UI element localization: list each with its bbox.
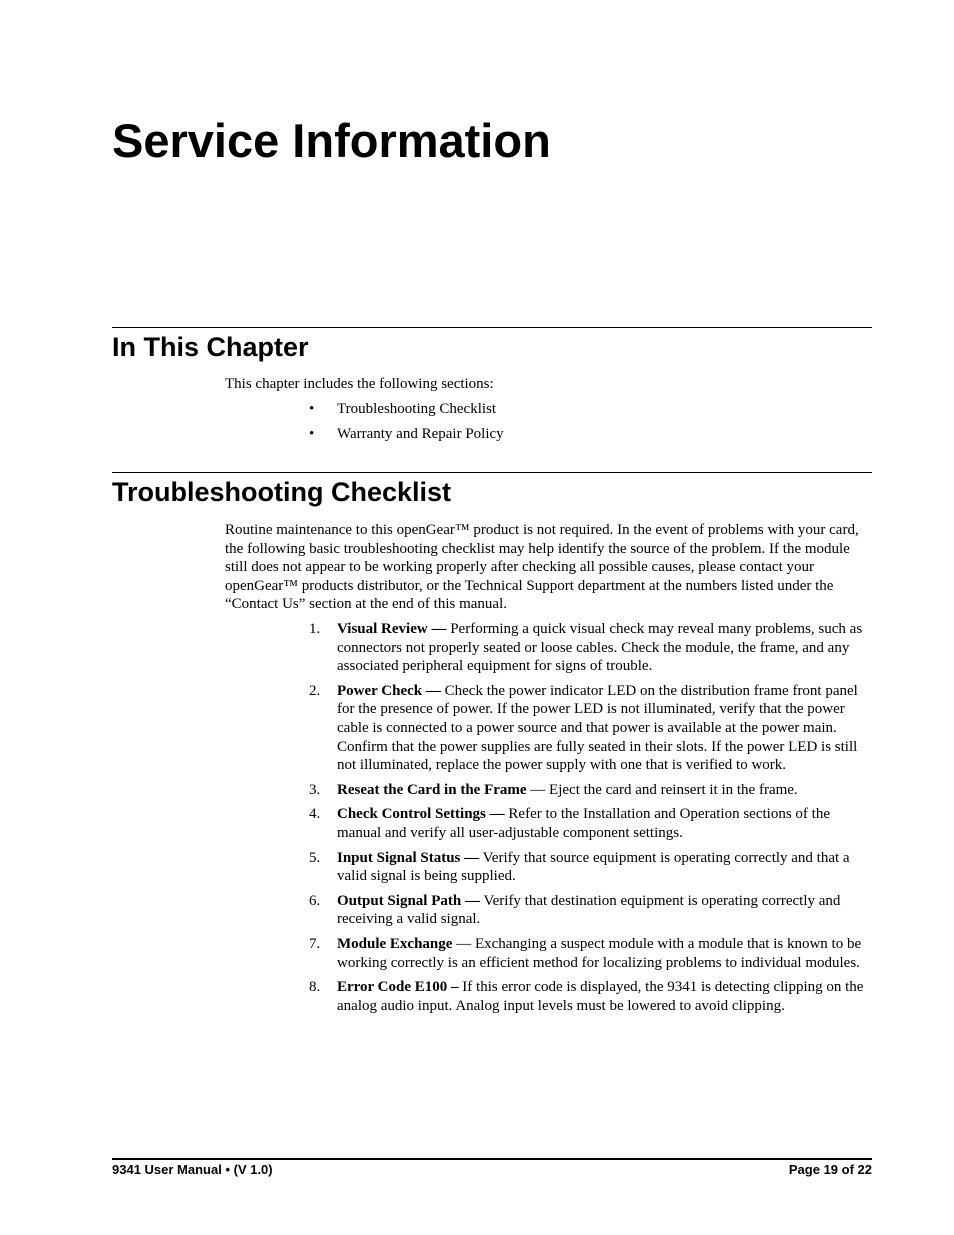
step-title: Check Control Settings — bbox=[337, 806, 505, 823]
step-number: 3. bbox=[309, 781, 321, 798]
step-text: — Eject the card and reinsert it in the frame. bbox=[526, 781, 798, 798]
troubleshooting-paragraph: Routine maintenance to this openGear™ product is not required. In the event of problems with your card, the following basic troubleshooting checklist may help identify the source of the problem. If the module still does not appear to be working properly after checking all possible causes, please contact your openGear™ products distributor, or the Technical Support department at the numbers listed under the “Contact Us” section at the end of this manual. bbox=[225, 522, 859, 613]
step-text: Verify that source equipment is operating correctly and that a valid signal is being supplied. bbox=[337, 849, 850, 885]
footer-divider bbox=[112, 1158, 872, 1160]
footer-manual-title: 9341 User Manual • (V 1.0) bbox=[112, 1162, 273, 1177]
step-text: Refer to the Installation and Operation sections of the manual and verify all user-adjustable component settings. bbox=[337, 806, 830, 841]
step-text: — Exchanging a suspect module with a module that is known to be working correctly is an efficient method for localizing problems to individual modules. bbox=[337, 935, 862, 971]
chapter-intro: This chapter includes the following sections: bbox=[225, 376, 494, 392]
list-item bbox=[225, 935, 873, 972]
list-item bbox=[225, 978, 873, 1015]
list-item bbox=[225, 805, 873, 842]
list-item bbox=[225, 849, 873, 886]
step-text: Verify that destination equipment is operating correctly and receiving a valid signal. bbox=[337, 892, 841, 928]
step-number: 2. bbox=[309, 682, 321, 699]
step-number: 8. bbox=[309, 979, 321, 996]
section-divider bbox=[112, 472, 872, 473]
section-link: Warranty and Repair Policy bbox=[337, 426, 504, 442]
list-item bbox=[225, 682, 873, 775]
chapter-sections-list bbox=[225, 400, 625, 450]
step-number: 5. bbox=[309, 849, 321, 866]
step-number: 6. bbox=[309, 892, 321, 909]
bullet-icon: • bbox=[309, 426, 315, 442]
step-number: 7. bbox=[309, 935, 321, 952]
section-divider bbox=[112, 327, 872, 328]
in-this-chapter-heading: In This Chapter bbox=[112, 332, 309, 362]
list-item bbox=[225, 781, 873, 800]
footer-page-number: Page 19 of 22 bbox=[788, 1162, 872, 1177]
step-title: Power Check — bbox=[337, 682, 441, 699]
step-number: 1. bbox=[309, 621, 321, 637]
section-link: Troubleshooting Checklist bbox=[337, 401, 497, 417]
step-title: Module Exchange bbox=[337, 935, 453, 952]
step-title: Output Signal Path — bbox=[337, 892, 480, 909]
step-title: Visual Review — bbox=[337, 621, 447, 637]
list-item bbox=[225, 892, 873, 929]
page-title: Service Information bbox=[112, 114, 551, 167]
step-title: Input Signal Status — bbox=[337, 849, 480, 866]
list-item bbox=[225, 425, 625, 450]
step-text: Performing a quick visual check may reveal many problems, such as connectors not properly seated or loose cables. Check the module, the frame, and any associated peripheral equipment for signs of trouble. bbox=[337, 621, 863, 675]
list-item bbox=[225, 620, 873, 676]
step-number: 4. bbox=[309, 806, 321, 823]
troubleshooting-heading: Troubleshooting Checklist bbox=[112, 477, 452, 507]
step-title: Error Code E100 – bbox=[337, 979, 459, 996]
step-text: Check the power indicator LED on the distribution frame front panel for the presence of power. If the power LED is not illuminated, verify that the power cable is connected to a power source and that power is available at the power main. Confirm that the power supplies are fully seated in their slots. If the power LED is still not illuminated, replace the power supply with one that is verified to work. bbox=[337, 682, 858, 774]
troubleshooting-steps bbox=[225, 620, 873, 1021]
bullet-icon: • bbox=[309, 401, 315, 417]
step-text: If this error code is displayed, the 9341 is detecting clipping on the analog audio input. Analog input levels must be lowered to avoid clipping. bbox=[337, 979, 864, 1014]
step-title: Reseat the Card in the Frame bbox=[337, 781, 527, 798]
list-item bbox=[225, 400, 625, 425]
